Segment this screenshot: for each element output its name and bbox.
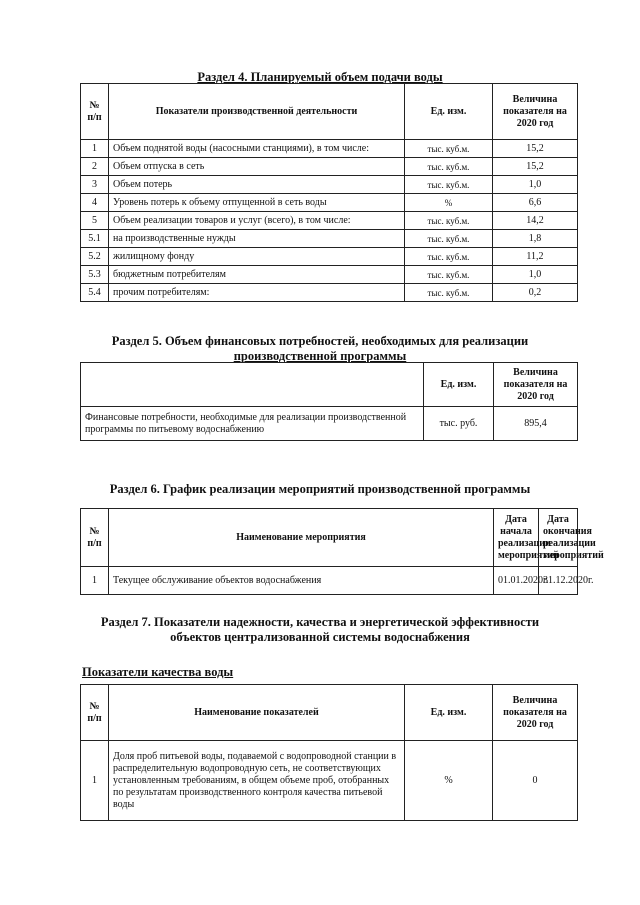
value-cell: 6,6 bbox=[493, 194, 578, 212]
table-header-row bbox=[81, 509, 578, 567]
table-row bbox=[81, 194, 578, 212]
value-cell: 0 bbox=[493, 741, 578, 821]
section-5-table bbox=[80, 362, 578, 441]
col-value-header: Величина показателя на 2020 год bbox=[493, 685, 578, 741]
table-row bbox=[81, 176, 578, 194]
table-header-row bbox=[81, 84, 578, 140]
table-row bbox=[81, 741, 578, 821]
unit-cell: % bbox=[405, 194, 493, 212]
col-end-date-header: Дата окончания реализации мероприятий bbox=[539, 509, 578, 567]
indicator-name: Объем отпуска в сеть bbox=[109, 158, 405, 176]
table-row bbox=[81, 230, 578, 248]
indicator-name: на производственные нужды bbox=[109, 230, 405, 248]
indicator-name: прочим потребителям: bbox=[109, 284, 405, 302]
section-7-title: Раздел 7. Показатели надежности, качества и энергетической эффективности объектов централизованной системы водоснабжения bbox=[100, 615, 540, 644]
row-number: 3 bbox=[81, 176, 109, 194]
financial-need-label: Финансовые потребности, необходимые для реализации производственной программы по питьевому водоснабжению bbox=[81, 407, 424, 441]
row-number: 1 bbox=[81, 140, 109, 158]
col-activity-header: Наименование мероприятия bbox=[109, 509, 494, 567]
activity-name: Текущее обслуживание объектов водоснабжения bbox=[109, 567, 494, 595]
row-number: 5.1 bbox=[81, 230, 109, 248]
col-number-header: № п/п bbox=[81, 509, 109, 567]
indicator-name: жилищному фонду bbox=[109, 248, 405, 266]
row-number: 5 bbox=[81, 212, 109, 230]
table-row bbox=[81, 407, 578, 441]
indicator-name: Доля проб питьевой воды, подаваемой с водопроводной станции в распределительную водопроводную сеть, не соответствующих установленным требованиям, в общем объеме проб, отобранных по результатам производственного контроля качества питьевой воды bbox=[109, 741, 405, 821]
table-header-row bbox=[81, 363, 578, 407]
unit-cell: тыс. куб.м. bbox=[405, 284, 493, 302]
value-cell: 15,2 bbox=[493, 140, 578, 158]
value-cell: 15,2 bbox=[493, 158, 578, 176]
unit-cell: % bbox=[405, 741, 493, 821]
col-number-header: № п/п bbox=[81, 84, 109, 140]
unit-cell: тыс. куб.м. bbox=[405, 266, 493, 284]
col-unit-header: Ед. изм. bbox=[405, 685, 493, 741]
section-5-title: Раздел 5. Объем финансовых потребностей, необходимых для реализации производственной программы bbox=[111, 334, 529, 363]
indicator-name: бюджетным потребителям bbox=[109, 266, 405, 284]
col-indicator-header: Показатели производственной деятельности bbox=[109, 84, 405, 140]
value-cell: 11,2 bbox=[493, 248, 578, 266]
table-row bbox=[81, 567, 578, 595]
section-7-subtitle: Показатели качества воды bbox=[82, 665, 234, 679]
end-date: 31.12.2020г. bbox=[539, 567, 578, 595]
value-cell: 1,0 bbox=[493, 176, 578, 194]
unit-cell: тыс. куб.м. bbox=[405, 230, 493, 248]
row-number: 1 bbox=[81, 567, 109, 595]
section-4-table bbox=[80, 83, 578, 302]
table-row bbox=[81, 140, 578, 158]
value-cell: 895,4 bbox=[494, 407, 578, 441]
blank-header bbox=[81, 363, 424, 407]
value-cell: 0,2 bbox=[493, 284, 578, 302]
col-value-header: Величина показателя на 2020 год bbox=[494, 363, 578, 407]
table-row bbox=[81, 158, 578, 176]
value-cell: 14,2 bbox=[493, 212, 578, 230]
col-unit-header: Ед. изм. bbox=[424, 363, 494, 407]
value-cell: 1,8 bbox=[493, 230, 578, 248]
table-header-row bbox=[81, 685, 578, 741]
col-number-header: № п/п bbox=[81, 685, 109, 741]
unit-cell: тыс. куб.м. bbox=[405, 212, 493, 230]
row-number: 5.2 bbox=[81, 248, 109, 266]
section-6-table bbox=[80, 508, 604, 595]
unit-cell: тыс. куб.м. bbox=[405, 140, 493, 158]
start-date: 01.01.2020г. bbox=[494, 567, 539, 595]
section-6-title: Раздел 6. График реализации мероприятий производственной программы bbox=[109, 482, 531, 496]
col-indicator-header: Наименование показателей bbox=[109, 685, 405, 741]
indicator-name: Объем потерь bbox=[109, 176, 405, 194]
col-value-header: Величина показателя на 2020 год bbox=[493, 84, 578, 140]
unit-cell: тыс. куб.м. bbox=[405, 176, 493, 194]
table-row bbox=[81, 248, 578, 266]
row-number: 4 bbox=[81, 194, 109, 212]
section-7-table bbox=[80, 684, 578, 821]
value-cell: 1,0 bbox=[493, 266, 578, 284]
table-row bbox=[81, 266, 578, 284]
unit-cell: тыс. руб. bbox=[424, 407, 494, 441]
col-unit-header: Ед. изм. bbox=[405, 84, 493, 140]
row-number: 2 bbox=[81, 158, 109, 176]
row-number: 1 bbox=[81, 741, 109, 821]
section-4-title: Раздел 4. Планируемый объем подачи воды bbox=[197, 70, 443, 84]
unit-cell: тыс. куб.м. bbox=[405, 248, 493, 266]
table-row bbox=[81, 212, 578, 230]
indicator-name: Объем реализации товаров и услуг (всего), в том числе: bbox=[109, 212, 405, 230]
table-row bbox=[81, 284, 578, 302]
row-number: 5.4 bbox=[81, 284, 109, 302]
row-number: 5.3 bbox=[81, 266, 109, 284]
indicator-name: Объем поднятой воды (насосными станциями), в том числе: bbox=[109, 140, 405, 158]
indicator-name: Уровень потерь к объему отпущенной в сеть воды bbox=[109, 194, 405, 212]
col-start-date-header: Дата начала реализации мероприятий bbox=[494, 509, 539, 567]
unit-cell: тыс. куб.м. bbox=[405, 158, 493, 176]
